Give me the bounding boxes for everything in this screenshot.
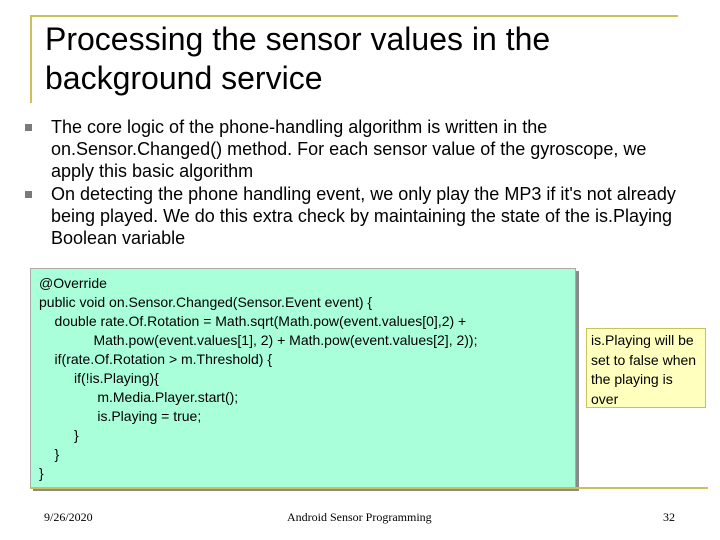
slide-title: Processing the sensor values in the background service <box>45 21 551 96</box>
footer-title: Android Sensor Programming <box>287 510 432 524</box>
code-line: if(!is.Playing){ <box>39 370 159 386</box>
code-line: @Override <box>39 275 107 291</box>
callout-note: is.Playing will be set to false when the playing is over <box>586 328 706 408</box>
page-number: 32 <box>663 510 675 524</box>
code-line: public void on.Sensor.Changed(Sensor.Event event) { <box>39 294 373 310</box>
title-left-rule <box>30 15 32 103</box>
bullet-text: The core logic of the phone-handling algorithm is written in the on.Sensor.Changed() method. For each sensor value of the gyroscope, we apply this basic algorithm <box>51 117 647 181</box>
bullet-item <box>22 183 692 249</box>
code-line: Math.pow(event.values[1], 2) + Math.pow(event.values[2], 2)); <box>39 332 478 348</box>
code-listing <box>30 268 576 488</box>
footer-rule <box>30 487 708 489</box>
code-line: double rate.Of.Rotation = Math.sqrt(Math.pow(event.values[0],2) + <box>39 313 467 329</box>
bullet-text: On detecting the phone handling event, we only play the MP3 if it's not already being played. We do this extra check by maintaining the state of the is.Playing Boolean variable <box>51 184 676 248</box>
code-line: } <box>39 465 44 481</box>
square-bullet-icon <box>25 124 32 131</box>
code-line: if(rate.Of.Rotation > m.Threshold) { <box>39 351 273 367</box>
code-line: is.Playing = true; <box>39 408 202 424</box>
bullet-list <box>22 116 692 250</box>
footer-date: 9/26/2020 <box>44 510 93 524</box>
code-line: m.Media.Player.start(); <box>39 389 239 405</box>
square-bullet-icon <box>25 191 32 198</box>
code-line: } <box>39 446 60 462</box>
code-line: } <box>39 427 79 443</box>
bullet-item <box>22 116 692 182</box>
title-top-rule <box>30 15 678 17</box>
